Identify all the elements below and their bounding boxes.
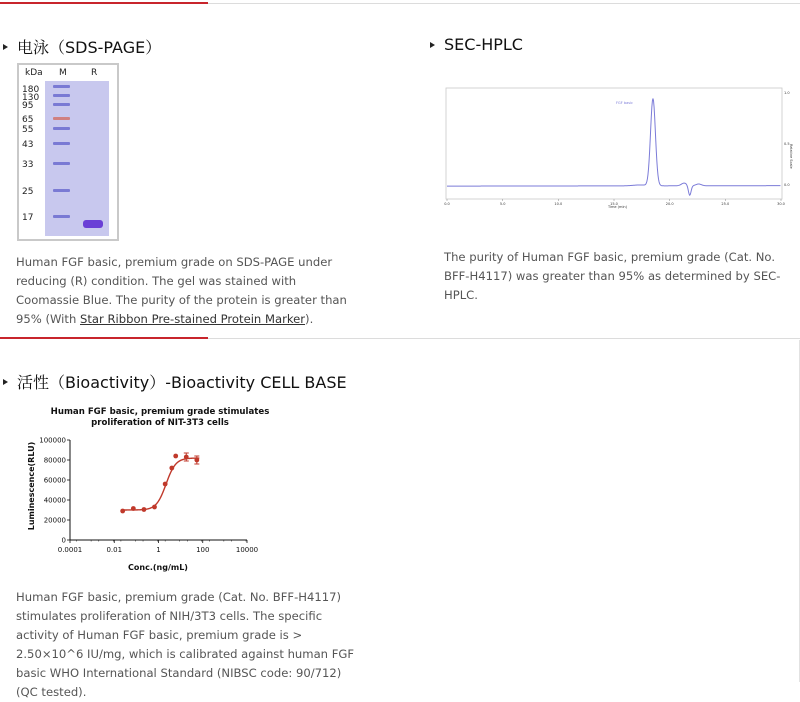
hplc-legend: FGF basic [616, 101, 633, 105]
bio-x-tick-label: 100 [196, 546, 210, 554]
ladder-band [53, 215, 70, 218]
sec-hplc-title [430, 35, 523, 54]
bioactivity-xlabel: Conc.(ng/mL) [128, 563, 188, 572]
gel-header-reduced: R [91, 68, 98, 78]
hplc-x-tick-label: 5.0 [499, 202, 506, 206]
protein-marker-link[interactable]: Star Ribbon Pre-stained Protein Marker [80, 312, 306, 326]
bio-x-tick-label: 1 [156, 546, 161, 554]
sds-page-title [3, 35, 161, 58]
hplc-x-tick-label: 15.0 [610, 202, 618, 206]
bioactivity-title [3, 370, 347, 393]
top-divider [0, 3, 800, 4]
hplc-x-tick-label: 20.0 [665, 202, 674, 206]
sds-page-title-text: 电泳（SDS-PAGE） [17, 38, 162, 57]
bioactivity-points [120, 453, 199, 513]
bioactivity-chart [20, 400, 270, 576]
bio-y-tick-label: 60000 [43, 476, 66, 485]
bioactivity-description: Human FGF basic, premium grade (Cat. No. BFF-H4117) stimulates proliferation of NIH/3T3 cells. The specific activity of Human FGF basic, premium grade is > 2.50×10^6 IU/mg, which is calibrated against human FGF basic WHO International Standard (NIBSC code: 90/712) (QC tested). [16, 590, 355, 699]
mw-label: 95 [22, 101, 34, 111]
ladder-band [53, 162, 70, 165]
sds-page-description-end: ). [305, 312, 314, 326]
bio-data-point [173, 454, 178, 459]
mw-label: 130 [22, 93, 40, 103]
bullet-icon [3, 379, 8, 385]
bio-x-tick-label: 10000 [235, 546, 259, 554]
bio-data-point [169, 466, 174, 471]
hplc-y-tick-label: 1.0 [784, 91, 790, 95]
bio-y-tick-label: 0 [61, 536, 66, 545]
hplc-x-tick-label: 10.0 [554, 202, 563, 206]
ladder-band [53, 189, 70, 192]
ladder-band [53, 85, 70, 88]
bio-data-point [163, 482, 168, 487]
hplc-x-tick-label: 25.0 [721, 202, 730, 206]
bio-y-tick-label: 20000 [43, 516, 66, 525]
bio-data-point [152, 505, 157, 510]
hplc-plot-frame [446, 88, 782, 199]
ladder-band [53, 142, 70, 145]
hplc-y-tick-label: 0.5 [784, 142, 790, 146]
sds-page-gel-image [17, 63, 119, 241]
top-divider-accent [0, 2, 208, 4]
bioactivity-title-text: 活性（Bioactivity）-Bioactivity CELL BASE [17, 373, 347, 392]
bioactivity-ylabel: Luminescence(RLU) [27, 441, 36, 531]
mw-label: 180 [22, 85, 40, 95]
sec-hplc-title-text: SEC-HPLC [444, 35, 523, 54]
ladder-band [53, 94, 70, 97]
gel-header-kda: kDa [25, 68, 43, 78]
gel-lanes [45, 81, 109, 236]
bioactivity-fit-curve [123, 458, 200, 510]
mw-label: 55 [22, 125, 34, 135]
mw-label: 43 [22, 140, 34, 150]
bio-y-tick-label: 80000 [43, 456, 66, 465]
bullet-icon [430, 42, 435, 48]
ladder-band [53, 117, 70, 120]
hplc-x-tick-label: 30.0 [777, 202, 785, 206]
mw-label: 25 [22, 187, 34, 197]
sds-page-description [16, 253, 361, 329]
bio-data-point [131, 506, 136, 511]
sec-hplc-description: The purity of Human FGF basic, premium grade (Cat. No. BFF-H4117) was greater than 95% as determined by SEC-HPLC. [444, 250, 781, 302]
bio-data-point [120, 509, 125, 514]
ladder-band [53, 127, 70, 130]
bioactivity-axes [39, 437, 258, 555]
bio-data-point [142, 507, 147, 512]
sec-hplc-chromatogram [440, 86, 793, 212]
mw-label: 17 [22, 213, 34, 223]
bio-x-tick-label: 0.01 [106, 546, 123, 554]
bio-x-tick-label: 0.0001 [57, 546, 83, 554]
hplc-x-tick-label: 0.0 [444, 202, 450, 206]
hplc-y-tick-label: 0.0 [784, 183, 790, 187]
section-divider-accent [0, 337, 208, 339]
bullet-icon [3, 44, 8, 50]
hplc-ylabel: Relative Scale [789, 144, 793, 169]
mw-label: 65 [22, 115, 34, 125]
bio-y-tick-label: 100000 [39, 436, 66, 445]
section-divider [0, 338, 800, 339]
ladder-band [53, 103, 70, 106]
gel-header-marker: M [59, 68, 67, 78]
bio-y-tick-label: 40000 [43, 496, 66, 505]
mw-label: 33 [22, 160, 34, 170]
sds-page-description-text: Human FGF basic, premium grade on SDS-PAGE under reducing (R) condition. The gel was stained with Coomassie Blue. The purity of the protein is greater than 95% (With [16, 255, 347, 326]
sample-band [83, 220, 103, 228]
hplc-xlabel: Time (min) [608, 205, 628, 209]
bioactivity-chart-title: Human FGF basic, premium grade stimulates proliferation of NIT-3T3 cells [50, 407, 270, 428]
